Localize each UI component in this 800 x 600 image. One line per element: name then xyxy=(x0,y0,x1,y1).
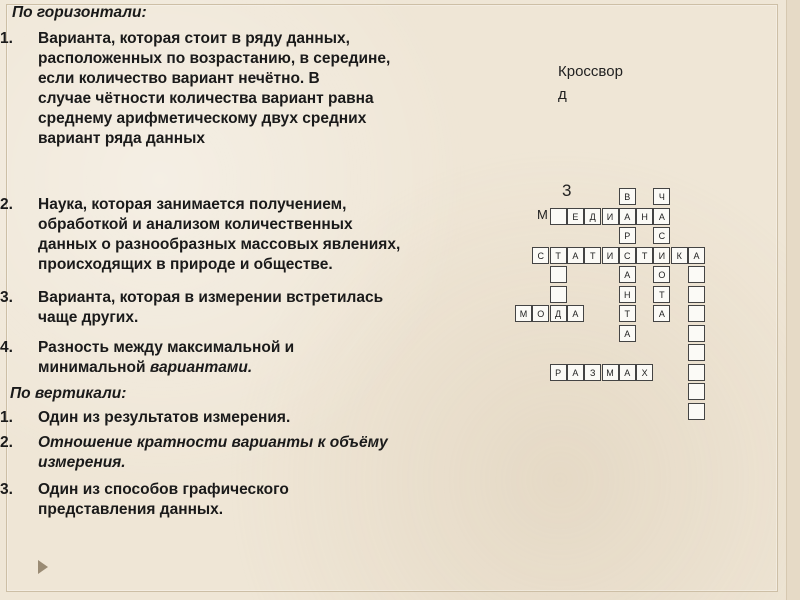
clue-number: 1. xyxy=(0,30,13,47)
crossword-cell: А xyxy=(619,266,636,283)
crossword-cell: К xyxy=(671,247,688,264)
crossword-cell: И xyxy=(602,208,619,225)
crossword-cell: З xyxy=(584,364,601,381)
crossword-cell xyxy=(688,286,705,303)
crossword-cell xyxy=(688,403,705,420)
crossword-cell: Ч xyxy=(653,188,670,205)
crossword-cell: Х xyxy=(636,364,653,381)
crossword-cell xyxy=(550,286,567,303)
crossword-cell: С xyxy=(532,247,549,264)
crossword-cell xyxy=(688,344,705,361)
clue-number: 4. xyxy=(0,339,13,356)
crossword-cell: М xyxy=(515,305,532,322)
crossword-cell: А xyxy=(619,325,636,342)
crossword-cell: Е xyxy=(567,208,584,225)
crossword-cell: О xyxy=(653,266,670,283)
crossword-cell: Т xyxy=(619,305,636,322)
clue-number-3: 3 xyxy=(562,181,572,200)
clue-text: Варианта, которая в измерении встретилась чаще других. xyxy=(38,289,384,326)
slide-edge xyxy=(786,0,800,600)
crossword-cell xyxy=(688,266,705,283)
crossword-cell xyxy=(688,325,705,342)
clue-number: 2. xyxy=(0,196,13,213)
crossword-cell: О xyxy=(532,305,549,322)
clue-text-italic: вариантами. xyxy=(149,359,253,376)
crossword-cell: И xyxy=(653,247,670,264)
crossword-cell: М xyxy=(602,364,619,381)
crossword-title: Кроссвор д xyxy=(558,63,623,103)
clue-number: 3. xyxy=(0,481,13,498)
crossword-cell: С xyxy=(619,247,636,264)
clue-text: Отношение кратности варианты к объёму измерения. xyxy=(38,434,388,471)
crossword-cell: Д xyxy=(550,305,567,322)
crossword-cell xyxy=(550,208,567,225)
crossword-cell: В xyxy=(619,188,636,205)
across-heading: По горизонтали: xyxy=(12,4,147,21)
crossword-cell: Д xyxy=(584,208,601,225)
clue-text: Варианта, которая стоит в ряду данных, расположенных по возрастанию, в середине, если количество вариант нечётно. В случае чётности количества вариант равна среднему арифметическому двух средних вариант ряда данных xyxy=(38,30,391,147)
crossword-cell: Р xyxy=(619,227,636,244)
crossword-cell: А xyxy=(653,208,670,225)
crossword-cell xyxy=(688,364,705,381)
crossword-cell: Т xyxy=(636,247,653,264)
crossword-cell: С xyxy=(653,227,670,244)
crossword-cell: А xyxy=(688,247,705,264)
crossword-cell: Т xyxy=(584,247,601,264)
crossword-cell xyxy=(688,305,705,322)
clue-text xyxy=(38,338,508,378)
crossword-cell: А xyxy=(567,247,584,264)
crossword-cell: Т xyxy=(550,247,567,264)
crossword-cell: Н xyxy=(619,286,636,303)
grid-start-letter: М xyxy=(537,207,548,222)
clue-text: Наука, которая занимается получением, обработкой и анализом количественных данных о разнообразных массовых явлениях, происходящих в природе и обществе. xyxy=(38,196,401,273)
clue-text: Один из результатов измерения. xyxy=(38,409,291,426)
clue-number: 2. xyxy=(0,434,13,451)
crossword-cell: Р xyxy=(550,364,567,381)
play-icon[interactable] xyxy=(38,560,48,574)
crossword-cell xyxy=(550,266,567,283)
crossword-cell: А xyxy=(619,364,636,381)
clue-number: 3. xyxy=(0,289,13,306)
clue-text-plain: Разность между максимальной и минимальной xyxy=(38,339,295,376)
crossword-cell: А xyxy=(619,208,636,225)
crossword-cell: А xyxy=(567,305,584,322)
crossword-cell: И xyxy=(602,247,619,264)
crossword-cell: А xyxy=(653,305,670,322)
clue-text: Один из способов графического представления данных. xyxy=(38,481,289,518)
crossword-cell: А xyxy=(567,364,584,381)
crossword-cell xyxy=(688,383,705,400)
crossword-cell: Т xyxy=(653,286,670,303)
crossword-cell: Н xyxy=(636,208,653,225)
down-heading: По вертикали: xyxy=(10,385,127,402)
clue-number: 1. xyxy=(0,409,13,426)
